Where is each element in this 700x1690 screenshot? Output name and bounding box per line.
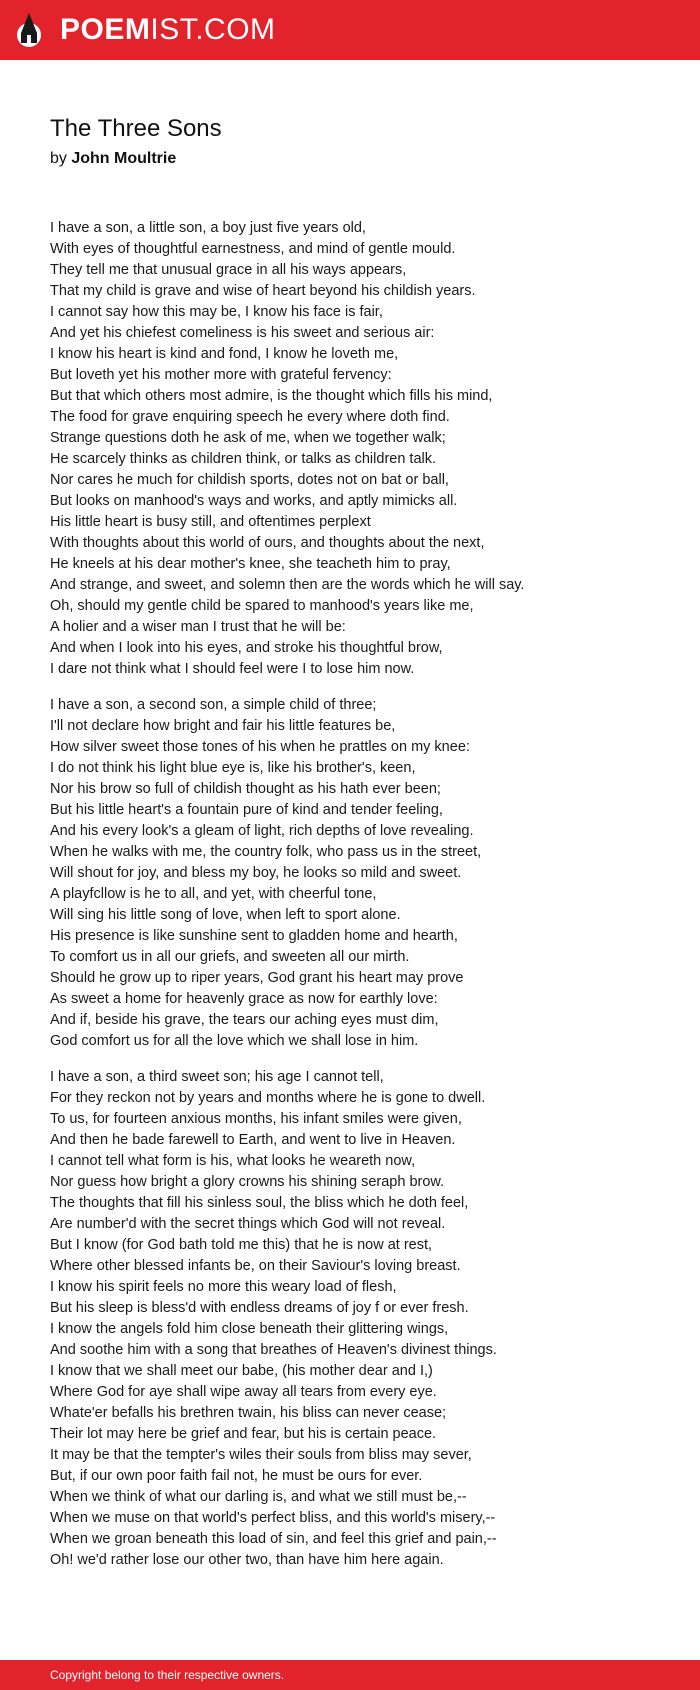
poem-line: Are number'd with the secret things which God will not reveal. — [50, 1216, 446, 1232]
poem-line: And yet his chiefest comeliness is his sweet and serious air: — [50, 325, 435, 341]
poem-line: When he walks with me, the country folk, who pass us in the street, — [50, 844, 482, 860]
poem-line: I have a son, a third sweet son; his age I cannot tell, — [50, 1069, 384, 1085]
poem-line: And strange, and sweet, and solemn then are the words which he will say. — [50, 577, 525, 593]
poem-line: I know that we shall meet our babe, (his mother dear and I,) — [50, 1363, 433, 1379]
poem-line: I'll not declare how bright and fair his little features be, — [50, 718, 396, 734]
poem-line: I have a son, a second son, a simple child of three; — [50, 697, 377, 713]
poem-line: And then he bade farewell to Earth, and went to live in Heaven. — [50, 1132, 456, 1148]
poem-line: God comfort us for all the love which we shall lose in him. — [50, 1033, 419, 1049]
poem-line: Where other blessed infants be, on their Saviour's loving breast. — [50, 1258, 461, 1274]
poem-line: The thoughts that fill his sinless soul, the bliss which he doth feel, — [50, 1195, 469, 1211]
site-logo[interactable] — [60, 13, 276, 47]
poem-line: But looks on manhood's ways and works, and aptly mimicks all. — [50, 493, 458, 509]
poem-line: To comfort us in all our griefs, and sweeten all our mirth. — [50, 949, 410, 965]
poem-line: But, if our own poor faith fail not, he must be ours for ever. — [50, 1468, 423, 1484]
by-label: by — [50, 150, 67, 167]
poem-line: They tell me that unusual grace in all his ways appears, — [50, 262, 407, 278]
author-name[interactable]: John Moultrie — [71, 150, 177, 167]
poem-line: Will sing his little song of love, when left to sport alone. — [50, 907, 401, 923]
poem-line: When we groan beneath this load of sin, and feel this grief and pain,-- — [50, 1531, 497, 1547]
poem-line: And when I look into his eyes, and stroke his thoughtful brow, — [50, 640, 443, 656]
logo-light-text: IST.COM — [150, 13, 276, 46]
poem-line: I dare not think what I should feel were I to lose him now. — [50, 661, 415, 677]
poem-line: He scarcely thinks as children think, or talks as children talk. — [50, 451, 437, 467]
poem-line: I know his spirit feels no more this weary load of flesh, — [50, 1279, 397, 1295]
poem-line: But his little heart's a fountain pure of kind and tender feeling, — [50, 802, 443, 818]
poem-line: With eyes of thoughtful earnestness, and mind of gentle mould. — [50, 241, 456, 257]
stanza-gap — [50, 680, 670, 695]
byline — [50, 148, 176, 170]
poem-line: But I know (for God bath told me this) that he is now at rest, — [50, 1237, 433, 1253]
poem-line: The food for grave enquiring speech he every where doth find. — [50, 409, 450, 425]
poem-line: And soothe him with a song that breathes of Heaven's divinest things. — [50, 1342, 497, 1358]
poem-line: Strange questions doth he ask of me, when we together walk; — [50, 430, 446, 446]
poem-line: Nor his brow so full of childish thought as his hath ever been; — [50, 781, 441, 797]
poem-line: Should he grow up to riper years, God grant his heart may prove — [50, 970, 464, 986]
poem-line: I know the angels fold him close beneath their glittering wings, — [50, 1321, 449, 1337]
poem-line: To us, for fourteen anxious months, his infant smiles were given, — [50, 1111, 462, 1127]
poem-line: For they reckon not by years and months where he is gone to dwell. — [50, 1090, 486, 1106]
poem-body — [50, 218, 670, 1571]
poem-line: Nor cares he much for childish sports, dotes not on bat or ball, — [50, 472, 449, 488]
poem-line: Where God for aye shall wipe away all tears from every eye. — [50, 1384, 437, 1400]
stanza-gap — [50, 1052, 670, 1067]
poem-line: I cannot tell what form is his, what looks he weareth now, — [50, 1153, 416, 1169]
poem-line: A holier and a wiser man I trust that he will be: — [50, 619, 346, 635]
pencil-tip-icon — [16, 11, 42, 51]
poem-line: Their lot may here be grief and fear, but his is certain peace. — [50, 1426, 437, 1442]
poem-line: But that which others most admire, is the thought which fills his mind, — [50, 388, 493, 404]
poem-line: Oh! we'd rather lose our other two, than have him here again. — [50, 1552, 444, 1568]
poem-line: It may be that the tempter's wiles their souls from bliss may sever, — [50, 1447, 472, 1463]
poem-line: But loveth yet his mother more with grateful fervency: — [50, 367, 392, 383]
poem-line: Will shout for joy, and bless my boy, he looks so mild and sweet. — [50, 865, 462, 881]
stanza — [50, 1067, 670, 1571]
stanza — [50, 218, 670, 680]
poem-line: A playfcllow is he to all, and yet, with cheerful tone, — [50, 886, 377, 902]
poem-line: And his every look's a gleam of light, rich depths of love revealing. — [50, 823, 474, 839]
poem-line: His little heart is busy still, and oftentimes perplext — [50, 514, 371, 530]
poem-line: Oh, should my gentle child be spared to manhood's years like me, — [50, 598, 474, 614]
poem-line: Whate'er befalls his brethren twain, his bliss can never cease; — [50, 1405, 447, 1421]
logo-bold-text: POEM — [60, 13, 151, 46]
poem-line: With thoughts about this world of ours, and thoughts about the next, — [50, 535, 485, 551]
copyright-text: Copyright belong to their respective owners. — [50, 1668, 285, 1682]
poem-line: I have a son, a little son, a boy just five years old, — [50, 220, 366, 236]
stanza — [50, 695, 670, 1052]
poem-line: His presence is like sunshine sent to gladden home and hearth, — [50, 928, 458, 944]
site-footer — [0, 1660, 700, 1690]
poem-title: The Three Sons — [50, 115, 222, 142]
poem-line: I do not think his light blue eye is, like his brother's, keen, — [50, 760, 416, 776]
poem-line: How silver sweet those tones of his when he prattles on my knee: — [50, 739, 470, 755]
poem-line: That my child is grave and wise of heart beyond his childish years. — [50, 283, 476, 299]
poem-line: And if, beside his grave, the tears our aching eyes must dim, — [50, 1012, 439, 1028]
poem-line: But his sleep is bless'd with endless dreams of joy f or ever fresh. — [50, 1300, 469, 1316]
poem-line: He kneels at his dear mother's knee, she teacheth him to pray, — [50, 556, 451, 572]
poem-line: As sweet a home for heavenly grace as now for earthly love: — [50, 991, 438, 1007]
poem-line: Nor guess how bright a glory crowns his shining seraph brow. — [50, 1174, 445, 1190]
poem-line: When we think of what our darling is, and what we still must be,-- — [50, 1489, 467, 1505]
site-header — [0, 0, 700, 60]
poem-line: I cannot say how this may be, I know his face is fair, — [50, 304, 383, 320]
poem-line: I know his heart is kind and fond, I know he loveth me, — [50, 346, 399, 362]
poem-line: When we muse on that world's perfect bliss, and this world's misery,-- — [50, 1510, 496, 1526]
